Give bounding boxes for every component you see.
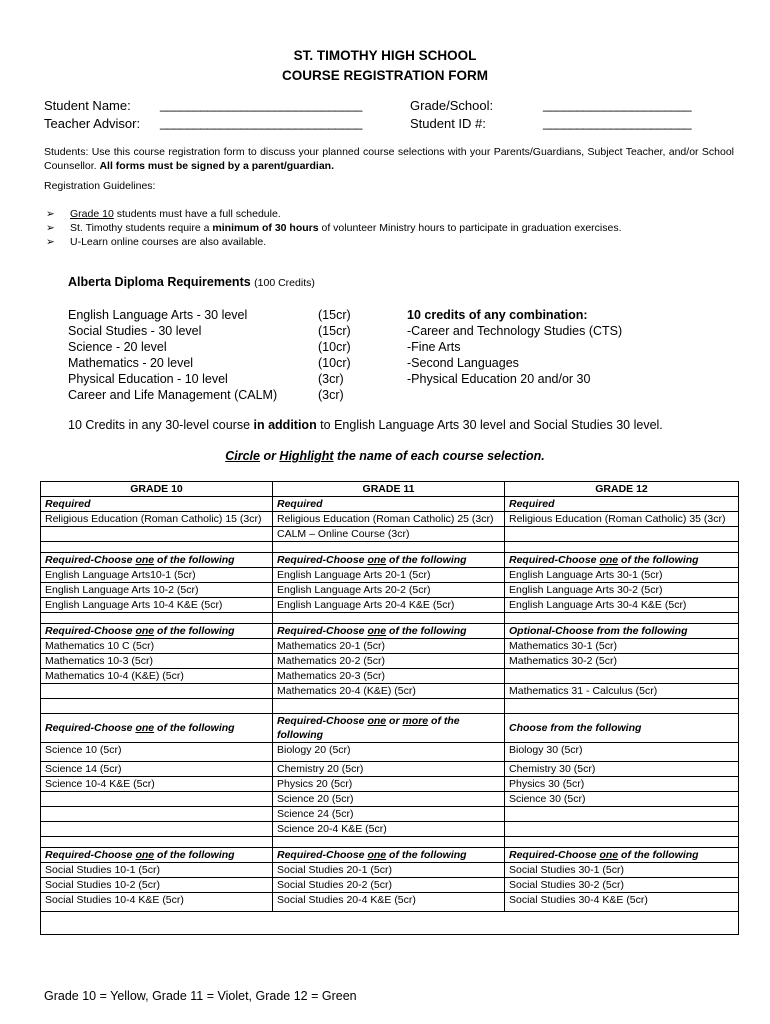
empty-cell (41, 684, 273, 699)
required-label: Required (505, 497, 739, 512)
course-cell[interactable]: English Language Arts 30-1 (5cr) (505, 568, 739, 583)
empty-cell (41, 613, 273, 624)
underlined-keyword: one (135, 625, 155, 637)
course-cell[interactable]: English Language Arts10-1 (5cr) (41, 568, 273, 583)
extra-note-bold: in addition (253, 418, 317, 432)
combination-item: -Second Languages (407, 356, 519, 370)
table-spacer-row (41, 613, 739, 624)
empty-cell (41, 792, 273, 807)
course-cell[interactable]: Mathematics 31 - Calculus (5cr) (505, 684, 739, 699)
student-id-label: Student ID #: (410, 116, 486, 131)
grade-10-header: GRADE 10 (41, 482, 273, 497)
empty-cell (505, 699, 739, 714)
course-selection-table (40, 481, 739, 935)
section-heading: Required-Choose one of the following (41, 848, 273, 863)
guideline-text: U-Learn online courses are also available. (70, 236, 267, 248)
student-name-field[interactable]: ______________________________ (160, 97, 362, 112)
course-cell[interactable]: Social Studies 10-4 K&E (5cr) (41, 893, 273, 912)
instruction-highlight: Highlight (279, 449, 334, 463)
student-name-label: Student Name: (44, 98, 131, 113)
diploma-course: English Language Arts - 30 level (68, 308, 248, 322)
diploma-heading (68, 275, 315, 289)
course-cell[interactable]: Social Studies 10-1 (5cr) (41, 863, 273, 878)
course-cell[interactable]: Science 24 (5cr) (273, 807, 505, 822)
guideline-item (44, 222, 734, 236)
extra-note-text: 10 Credits in any 30-level course (68, 418, 254, 432)
course-cell[interactable]: English Language Arts 10-2 (5cr) (41, 583, 273, 598)
instruction-or: or (259, 449, 280, 463)
diploma-course-credits: (10cr) (318, 340, 351, 354)
empty-cell (273, 699, 505, 714)
selection-instruction (0, 449, 770, 463)
table-row (41, 527, 739, 542)
diploma-credits: (100 Credits) (254, 277, 315, 289)
course-cell[interactable]: Mathematics 20-2 (5cr) (273, 654, 505, 669)
form-title: COURSE REGISTRATION FORM (281, 68, 488, 83)
section-heading: Required-Choose one of the following (273, 848, 505, 863)
course-cell[interactable]: English Language Arts 30-4 K&E (5cr) (505, 598, 739, 613)
course-cell[interactable]: Science 14 (5cr) (41, 762, 273, 777)
table-row (41, 714, 739, 743)
intro-paragraph (44, 145, 734, 173)
table-row (41, 807, 739, 822)
school-name: ST. TIMOTHY HIGH SCHOOL (293, 48, 477, 63)
course-cell[interactable]: English Language Arts 30-2 (5cr) (505, 583, 739, 598)
combination-item: -Career and Technology Studies (CTS) (407, 324, 623, 338)
course-cell[interactable]: Social Studies 30-1 (5cr) (505, 863, 739, 878)
table-row (41, 654, 739, 669)
table-row (41, 863, 739, 878)
combination-list (407, 307, 622, 387)
course-cell[interactable]: Mathematics 30-1 (5cr) (505, 639, 739, 654)
required-label: Required (273, 497, 505, 512)
guideline-bold: minimum of 30 hours (212, 222, 319, 234)
diploma-course-credits: (10cr) (318, 356, 351, 370)
diploma-title: Alberta Diploma Requirements (68, 275, 251, 289)
empty-cell (41, 699, 273, 714)
instruction-circle: Circle (225, 449, 260, 463)
diploma-course-credits: (15cr) (318, 324, 351, 338)
guidelines-label: Registration Guidelines: (44, 180, 156, 192)
course-cell[interactable]: Mathematics 10-3 (5cr) (41, 654, 273, 669)
section-heading: Required-Choose one of the following (273, 624, 505, 639)
course-cell[interactable]: Science 20-4 K&E (5cr) (273, 822, 505, 837)
arrow-bullet-icon: ➢ (46, 208, 55, 220)
section-heading: Choose from the following (505, 714, 739, 743)
table-row (41, 568, 739, 583)
table-row (41, 553, 739, 568)
empty-cell (41, 542, 273, 553)
guideline-item (44, 236, 734, 250)
student-id-field[interactable]: ______________________ (543, 115, 692, 130)
course-religion-10[interactable]: Religious Education (Roman Catholic) 15 (3cr) (41, 512, 273, 527)
course-cell[interactable]: Science 20 (5cr) (273, 792, 505, 807)
underlined-keyword: one (135, 554, 155, 566)
underlined-keyword: one (367, 849, 387, 861)
table-row (41, 497, 739, 512)
table-row (41, 893, 739, 912)
course-religion-20[interactable]: Religious Education (Roman Catholic) 25 (3cr) (273, 512, 505, 527)
underlined-keyword: one (367, 715, 387, 727)
table-row (41, 684, 739, 699)
course-cell[interactable]: Social Studies 20-4 K&E (5cr) (273, 893, 505, 912)
teacher-advisor-field[interactable]: ______________________________ (160, 115, 362, 130)
underlined-keyword: one (599, 554, 619, 566)
empty-cell (41, 822, 273, 837)
course-cell[interactable]: Mathematics 10 C (5cr) (41, 639, 273, 654)
section-heading: Optional-Choose from the following (505, 624, 739, 639)
course-cell[interactable]: Social Studies 20-2 (5cr) (273, 878, 505, 893)
table-row (41, 512, 739, 527)
empty-cell (273, 837, 505, 848)
empty-cell (41, 837, 273, 848)
empty-cell (505, 669, 739, 684)
course-cell[interactable]: Chemistry 20 (5cr) (273, 762, 505, 777)
diploma-course-credits: (3cr) (318, 372, 344, 386)
course-cell[interactable]: Mathematics 10-4 (K&E) (5cr) (41, 669, 273, 684)
underlined-keyword: one (599, 849, 619, 861)
diploma-course: Mathematics - 20 level (68, 356, 194, 370)
empty-cell (41, 912, 739, 935)
course-cell[interactable]: Mathematics 30-2 (5cr) (505, 654, 739, 669)
diploma-course: Career and Life Management (CALM) (68, 388, 278, 402)
table-row (41, 762, 739, 777)
guideline-text: of volunteer Ministry hours to participate in graduation exercises. (318, 222, 622, 234)
intro-signature-note: All forms must be signed by a parent/guardian. (99, 160, 334, 172)
course-religion-30[interactable]: Religious Education (Roman Catholic) 35 (3cr) (505, 512, 739, 527)
extra-credit-note (68, 417, 663, 433)
table-row (41, 822, 739, 837)
arrow-bullet-icon: ➢ (46, 236, 55, 248)
guideline-text: St. Timothy students require a (70, 222, 213, 234)
guideline-text: students must have a full schedule. (113, 208, 281, 220)
empty-cell (505, 807, 739, 822)
diploma-course-credits: (3cr) (318, 388, 344, 402)
course-cell[interactable]: English Language Arts 20-4 K&E (5cr) (273, 598, 505, 613)
underlined-keyword: more (402, 715, 429, 727)
diploma-course: Science - 20 level (68, 340, 167, 354)
diploma-course-list (68, 307, 308, 403)
grade-10-link[interactable]: Grade 10 (70, 208, 114, 220)
combination-title: 10 credits of any combination: (407, 308, 588, 322)
course-cell[interactable]: Social Studies 20-1 (5cr) (273, 863, 505, 878)
empty-cell (505, 527, 739, 542)
empty-cell (505, 822, 739, 837)
table-row (41, 598, 739, 613)
course-cell[interactable]: English Language Arts 20-2 (5cr) (273, 583, 505, 598)
underlined-keyword: one (135, 849, 155, 861)
table-row (41, 669, 739, 684)
required-label: Required (41, 497, 273, 512)
course-cell[interactable]: English Language Arts 10-4 K&E (5cr) (41, 598, 273, 613)
empty-cell (505, 613, 739, 624)
underlined-keyword: one (367, 554, 387, 566)
table-row (41, 743, 739, 762)
table-row (41, 792, 739, 807)
diploma-course: Social Studies - 30 level (68, 324, 202, 338)
grade-12-header: GRADE 12 (505, 482, 739, 497)
arrow-bullet-icon: ➢ (46, 222, 55, 234)
table-row (41, 777, 739, 792)
course-cell[interactable]: English Language Arts 20-1 (5cr) (273, 568, 505, 583)
combination-item: -Physical Education 20 and/or 30 (407, 372, 591, 386)
table-row (41, 848, 739, 863)
course-cell[interactable]: Biology 30 (5cr) (505, 743, 739, 762)
grade-11-header: GRADE 11 (273, 482, 505, 497)
course-cell[interactable]: Mathematics 20-3 (5cr) (273, 669, 505, 684)
intro-text: Students: Use this course registration form to discuss your planned course selections with your Parents/Guardians, Subject Teacher, and/or School Counsellor. (44, 146, 734, 172)
course-cell[interactable]: Chemistry 30 (5cr) (505, 762, 739, 777)
empty-cell (273, 542, 505, 553)
table-row (41, 639, 739, 654)
table-header-row (41, 482, 739, 497)
table-spacer-row (41, 699, 739, 714)
underlined-keyword: one (135, 722, 155, 734)
course-cell[interactable]: Biology 20 (5cr) (273, 743, 505, 762)
empty-cell (41, 807, 273, 822)
course-cell[interactable]: Physics 20 (5cr) (273, 777, 505, 792)
section-heading: Required-Choose one of the following (41, 714, 273, 743)
section-heading: Required-Choose one of the following (505, 848, 739, 863)
course-cell[interactable]: Physics 30 (5cr) (505, 777, 739, 792)
extra-note-text: to English Language Arts 30 level and Social Studies 30 level. (316, 418, 663, 432)
course-cell[interactable]: Social Studies 30-4 K&E (5cr) (505, 893, 739, 912)
grade-school-label: Grade/School: (410, 98, 494, 113)
table-footer-row (41, 912, 739, 935)
grade-school-field[interactable]: ______________________ (543, 97, 692, 112)
diploma-credit-list (318, 307, 351, 403)
table-spacer-row (41, 837, 739, 848)
table-spacer-row (41, 542, 739, 553)
course-cell[interactable]: Science 10-4 K&E (5cr) (41, 777, 273, 792)
empty-cell (273, 613, 505, 624)
course-cell[interactable]: Science 30 (5cr) (505, 792, 739, 807)
section-heading: Required-Choose one of the following (41, 553, 273, 568)
underlined-keyword: one (367, 625, 387, 637)
course-cell[interactable]: Social Studies 10-2 (5cr) (41, 878, 273, 893)
table-row (41, 878, 739, 893)
table-row (41, 583, 739, 598)
section-heading: Required-Choose one of the following (41, 624, 273, 639)
empty-cell (505, 542, 739, 553)
instruction-rest: the name of each course selection. (333, 449, 545, 463)
guidelines-list (44, 208, 734, 250)
empty-cell (505, 837, 739, 848)
section-heading: Required-Choose one or more of the following (273, 714, 505, 743)
section-heading: Required-Choose one of the following (273, 553, 505, 568)
color-legend: Grade 10 = Yellow, Grade 11 = Violet, Grade 12 = Green (44, 989, 357, 1003)
combination-item: -Fine Arts (407, 340, 461, 354)
course-cell[interactable]: Social Studies 30-2 (5cr) (505, 878, 739, 893)
course-cell[interactable]: Science 10 (5cr) (41, 743, 273, 762)
empty-cell (41, 527, 273, 542)
table-row (41, 624, 739, 639)
section-heading: Required-Choose one of the following (505, 553, 739, 568)
course-calm[interactable]: CALM – Online Course (3cr) (273, 527, 505, 542)
course-cell[interactable]: Mathematics 20-4 (K&E) (5cr) (273, 684, 505, 699)
diploma-course-credits: (15cr) (318, 308, 351, 322)
diploma-course: Physical Education - 10 level (68, 372, 228, 386)
teacher-advisor-label: Teacher Advisor: (44, 116, 141, 131)
guideline-item (44, 208, 734, 222)
course-cell[interactable]: Mathematics 20-1 (5cr) (273, 639, 505, 654)
